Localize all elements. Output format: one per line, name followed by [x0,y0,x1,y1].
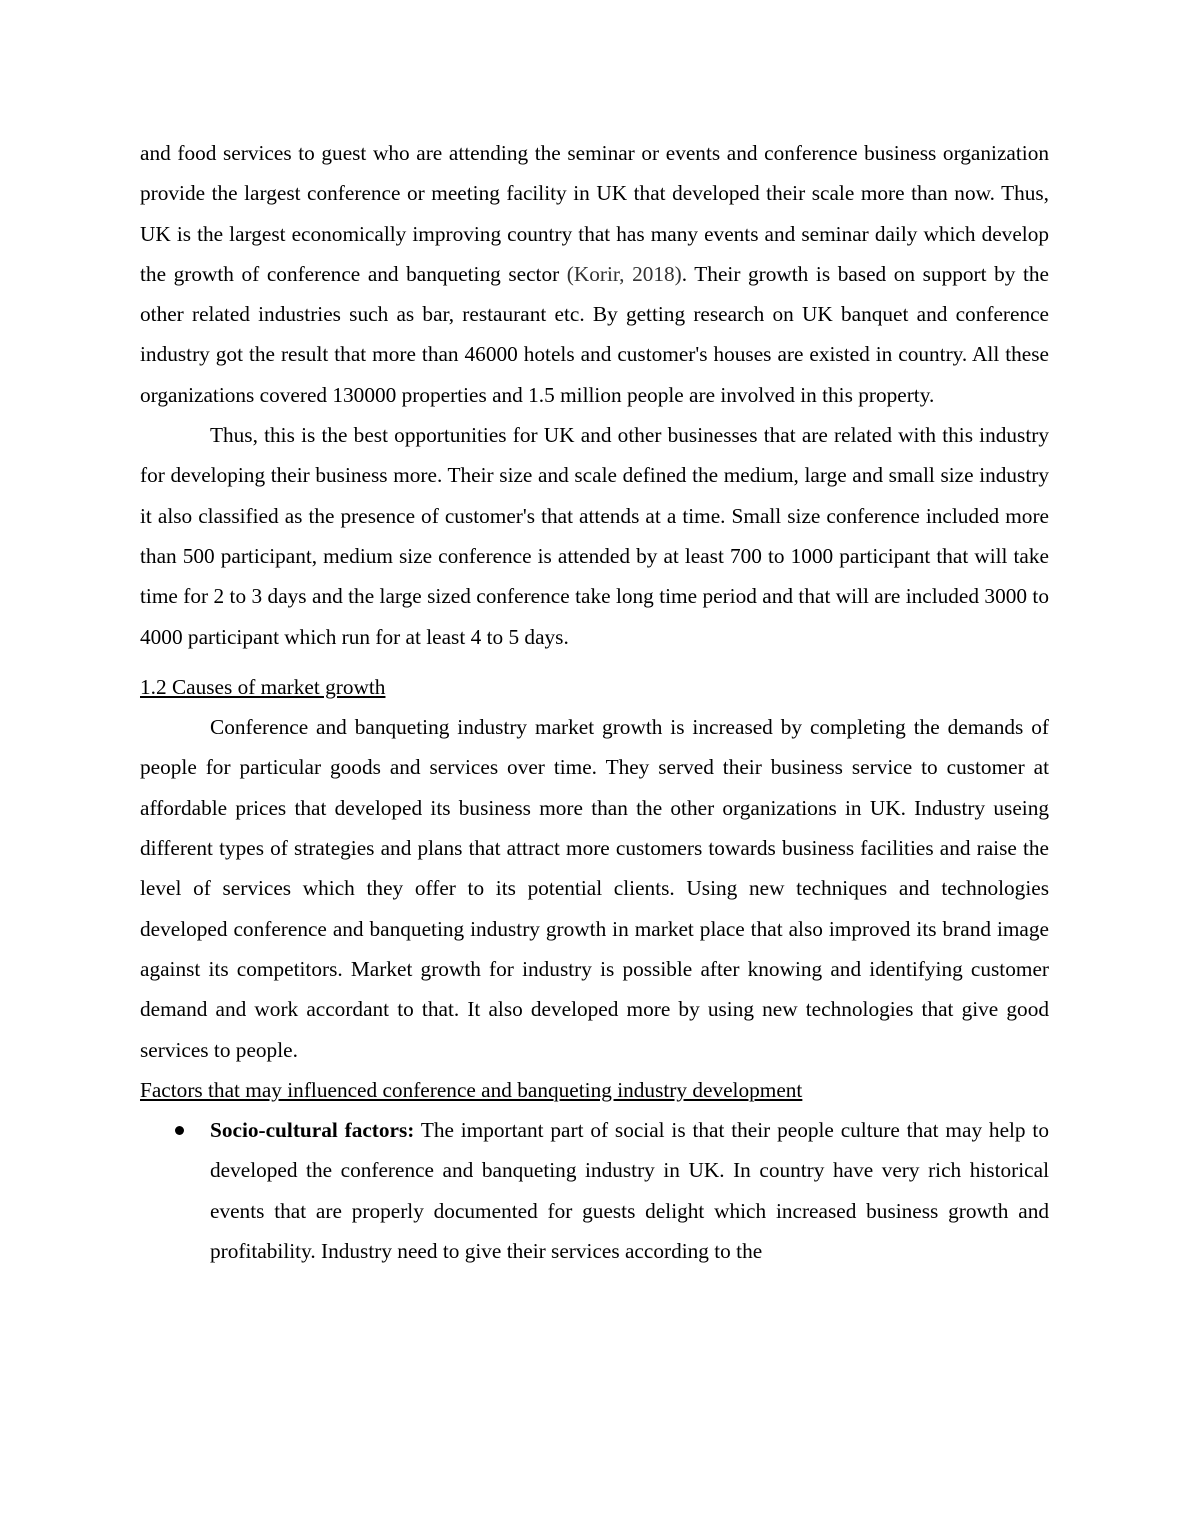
paragraph-market-growth: Conference and banqueting industry market growth is increased by completing the demands of people for particular goods and services over time. They served their business service to customer at affordable prices that developed its business more than the other organizations in UK. Industry useing different types of strategies and plans that attract more customers towards business facilities and raise the level of services which they offer to its potential clients. Using new techniques and technologies developed conference and banqueting industry growth in market place that also improved its brand image against its competitors. Market growth for industry is possible after knowing and identifying customer demand and work accordant to that. It also developed more by using new technologies that give good services to people. [140,715,1049,1062]
document-page [140,133,1049,1271]
paragraph-text: . Their growth is based on support by the other related industries such as bar, restaurant etc. By getting research on UK banquet and conference industry got the result that more than 46000 hotels and customer's houses are existed in country. All these organizations covered 130000 properties and 1.5 million people are involved in this property. [140,261,1050,407]
bullet-icon [175,1126,184,1135]
paragraph-text: and food services to guest who are attending the seminar or events and conference business organization provide the largest conference or meeting facility in UK that developed their scale more than now. Thus, UK is the largest economically improving country that has many events and seminar daily which develop the growth of conference and banqueting sector [140,141,1049,286]
bullet-label: Socio-cultural factors: [210,1118,415,1143]
list-item [140,1110,1049,1271]
factors-list [140,1110,1049,1271]
section-heading-factors: Factors that may influenced conference and banqueting industry development [140,1077,803,1102]
bullet-text: The important part of social is that their people culture that may help to developed the conference and banqueting industry in UK. In country have very rich historical events that are properly documented for guests delight which increased business growth and profitability. Industry need to give their services according to the [210,1118,1049,1264]
paragraph-industry-overview [140,133,1049,415]
section-heading-causes: 1.2 Causes of market growth [140,674,386,699]
paragraph-opportunities: Thus, this is the best opportunities for UK and other businesses that are related with this industry for developing their business more. Their size and scale defined the medium, large and small size industry it also classified as the presence of customer's that attends at a time. Small size conference included more than 500 participant, medium size conference is attended by at least 700 to 1000 participant that will take time for 2 to 3 days and the large sized conference take long time period and that will are included 3000 to 4000 participant which run for at least 4 to 5 days. [140,423,1049,649]
citation: (Korir, 2018) [566,261,682,286]
